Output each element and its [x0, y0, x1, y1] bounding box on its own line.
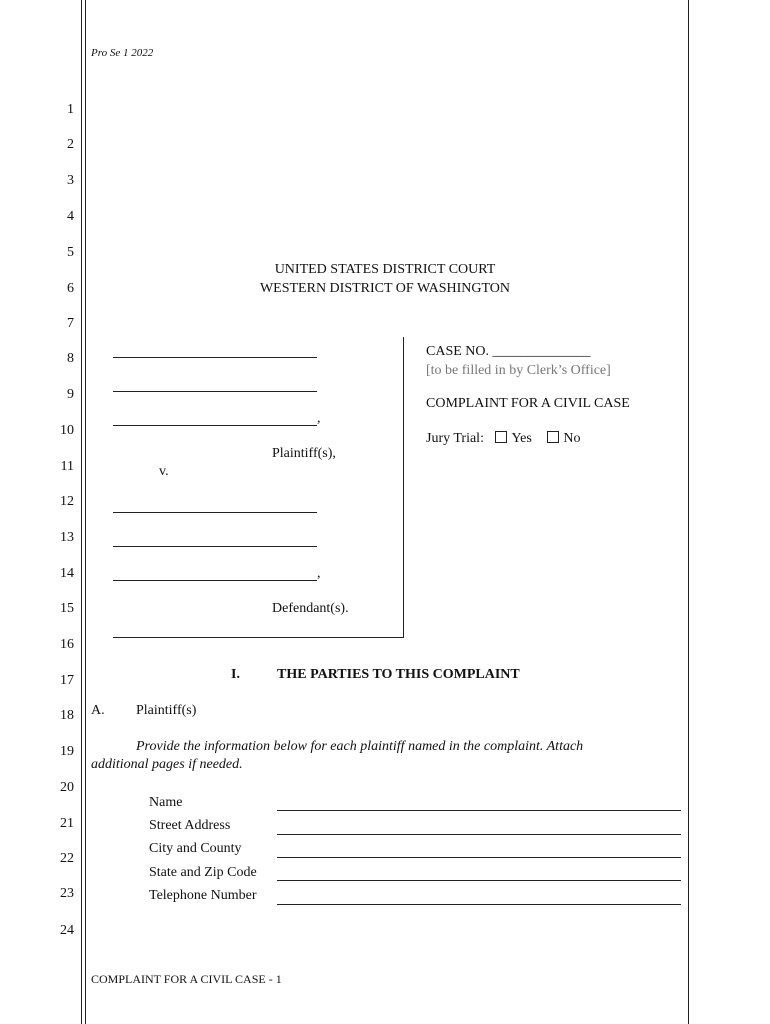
caption-comma: ,: [317, 411, 321, 426]
line-number: 15: [60, 601, 74, 616]
margin-rule-right: [688, 0, 689, 1024]
line-number: 19: [60, 744, 74, 759]
line-number: 14: [60, 566, 74, 581]
instruction-line-1: Provide the information below for each plaintiff named in the complaint. Attach: [136, 739, 584, 754]
yes-checkbox[interactable]: [495, 431, 507, 443]
defendant-name-blank[interactable]: [113, 580, 317, 581]
plaintiff-name-blank[interactable]: [113, 391, 317, 392]
line-number: 24: [60, 923, 74, 938]
line-number: 9: [67, 387, 74, 402]
line-number: 4: [67, 209, 74, 224]
instruction-line-2: additional pages if needed.: [91, 757, 243, 772]
defendant-name-blank[interactable]: [113, 546, 317, 547]
field-label-state-zip: State and Zip Code: [149, 865, 257, 880]
line-number: 10: [60, 423, 74, 438]
name-input-line[interactable]: [277, 810, 681, 811]
no-checkbox[interactable]: [547, 431, 559, 443]
plaintiff-name-blank[interactable]: [113, 357, 317, 358]
section-title: THE PARTIES TO THIS COMPLAINT: [277, 667, 520, 682]
line-number: 13: [60, 530, 74, 545]
street-address-input-line[interactable]: [277, 834, 681, 835]
jury-yes-label: Yes: [511, 431, 532, 446]
section-numeral: I.: [231, 667, 240, 682]
page-footer: COMPLAINT FOR A CIVIL CASE - 1: [91, 972, 282, 986]
jury-trial-label: Jury Trial:: [426, 431, 484, 446]
jury-trial-row: [426, 431, 580, 447]
line-number: 11: [60, 459, 74, 474]
plaintiff-label: Plaintiff(s),: [272, 446, 336, 461]
subsection-letter: A.: [91, 703, 105, 718]
caption-comma: ,: [317, 566, 321, 581]
line-number: 16: [60, 637, 74, 652]
field-label-telephone: Telephone Number: [149, 888, 257, 903]
caption-divider-vertical: [403, 337, 404, 638]
form-id: Pro Se 1 2022: [91, 47, 154, 59]
defendant-name-blank[interactable]: [113, 512, 317, 513]
line-number: 8: [67, 351, 74, 366]
line-number: 2: [67, 137, 74, 152]
jury-no-label: No: [563, 431, 581, 446]
line-number: 6: [67, 281, 74, 296]
line-number: 18: [60, 708, 74, 723]
margin-rule-outer: [81, 0, 82, 1024]
versus-label: v.: [159, 464, 169, 479]
field-label-city-county: City and County: [149, 841, 242, 856]
jury-no-option[interactable]: [547, 431, 580, 446]
field-label-name: Name: [149, 795, 183, 810]
line-number: 20: [60, 780, 74, 795]
jury-yes-option[interactable]: [495, 431, 531, 446]
line-number: 5: [67, 245, 74, 260]
line-number: 1: [67, 102, 74, 117]
line-number: 23: [60, 886, 74, 901]
line-number: 22: [60, 851, 74, 866]
city-county-input-line[interactable]: [277, 857, 681, 858]
defendant-label: Defendant(s).: [272, 601, 349, 616]
line-number: 3: [67, 173, 74, 188]
state-zip-input-line[interactable]: [277, 880, 681, 881]
line-number: 21: [60, 816, 74, 831]
case-number-field[interactable]: CASE NO. ______________: [426, 344, 591, 359]
document-title: COMPLAINT FOR A CIVIL CASE: [426, 396, 630, 411]
plaintiff-name-blank[interactable]: [113, 425, 317, 426]
subsection-title: Plaintiff(s): [136, 703, 197, 718]
field-label-street-address: Street Address: [149, 818, 231, 833]
telephone-input-line[interactable]: [277, 904, 681, 905]
line-number: 12: [60, 494, 74, 509]
caption-divider-horizontal: [113, 637, 404, 638]
case-number-note: [to be filled in by Clerk’s Office]: [426, 363, 611, 378]
court-district: WESTERN DISTRICT OF WASHINGTON: [259, 281, 511, 296]
court-name: UNITED STATES DISTRICT COURT: [274, 262, 496, 277]
margin-rule-inner: [85, 0, 86, 1024]
line-number: 17: [60, 673, 74, 688]
line-number: 7: [67, 316, 74, 331]
